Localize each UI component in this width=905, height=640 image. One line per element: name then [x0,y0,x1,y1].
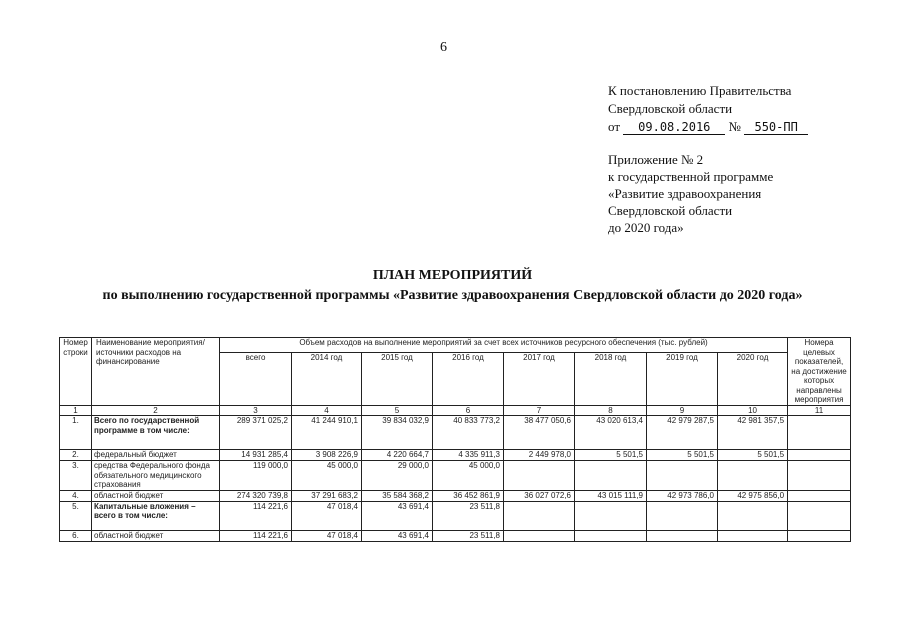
row-value: 5 501,5 [647,450,718,461]
decree-date: 09.08.2016 [623,120,725,135]
appendix-line-5: до 2020 года» [608,220,684,235]
row-number: 2. [60,450,92,461]
table-row [60,490,851,501]
column-index: 8 [575,405,647,416]
column-index: 4 [292,405,362,416]
header-year: 2017 год [504,352,575,405]
row-value: 274 320 739,8 [220,490,292,501]
row-value: 45 000,0 [292,461,362,491]
table-row [60,461,851,491]
row-value [575,461,647,491]
row-value: 43 691,4 [362,530,433,541]
row-value: 43 691,4 [362,501,433,530]
row-indicators [788,450,851,461]
header-year: всего [220,352,292,405]
row-value: 4 220 664,7 [362,450,433,461]
row-value: 47 018,4 [292,530,362,541]
column-index-row [60,405,851,416]
table-row [60,501,851,530]
row-name: областной бюджет [92,490,220,501]
row-value: 41 244 910,1 [292,416,362,450]
column-index: 5 [362,405,433,416]
row-value: 29 000,0 [362,461,433,491]
row-value: 114 221,6 [220,530,292,541]
column-index: 6 [433,405,504,416]
decree-number-label: № [728,119,741,134]
row-number: 3. [60,461,92,491]
decree-line-1: К постановлению Правительства [608,83,792,98]
row-value: 36 452 861,9 [433,490,504,501]
decree-line-2: Свердловской области [608,101,733,116]
row-value: 23 511,8 [433,530,504,541]
decree-from-label: от [608,119,621,134]
row-value: 5 501,5 [575,450,647,461]
row-value [647,530,718,541]
row-value: 2 449 978,0 [504,450,575,461]
column-index: 11 [788,405,851,416]
row-value: 289 371 025,2 [220,416,292,450]
row-number: 5. [60,501,92,530]
row-value: 35 584 368,2 [362,490,433,501]
row-indicators [788,461,851,491]
appendix-line-3: «Развитие здравоохранения [608,186,762,201]
decree-reference [608,82,808,136]
row-indicators [788,490,851,501]
column-index: 2 [92,405,220,416]
row-value: 37 291 683,2 [292,490,362,501]
column-index: 10 [718,405,788,416]
document-subtitle: по выполнению государственной программы «Развитие здравоохранения Свердловской области до 2020 года» [102,288,803,303]
row-name: Капитальные вложения – всего в том числе: [92,501,220,530]
header-year: 2016 год [433,352,504,405]
row-name: Всего по государственной программе в том числе: [92,416,220,450]
row-value: 43 020 613,4 [575,416,647,450]
column-index: 9 [647,405,718,416]
table-row [60,416,851,450]
header-year: 2020 год [718,352,788,405]
document-title: ПЛАН МЕРОПРИЯТИЙ [372,268,533,283]
row-value: 3 908 226,9 [292,450,362,461]
row-value [718,530,788,541]
header-volume: Объем расходов на выполнение мероприятий за счет всех источников ресурсного обеспечения (тыс. рублей) [220,338,788,353]
row-value [575,530,647,541]
appendix-line-4: Свердловской области [608,203,733,218]
appendix-line-2: к государственной программе [608,169,774,184]
page-number: 6 [440,40,447,55]
row-value [504,461,575,491]
row-name: областной бюджет [92,530,220,541]
header-row-no: Номер строки [60,338,92,406]
row-value: 5 501,5 [718,450,788,461]
table-row [60,530,851,541]
column-index: 7 [504,405,575,416]
header-year: 2019 год [647,352,718,405]
row-value: 14 931 285,4 [220,450,292,461]
appendix-line-1: Приложение № 2 [608,152,704,167]
row-value [504,530,575,541]
row-value: 47 018,4 [292,501,362,530]
row-value: 40 833 773,2 [433,416,504,450]
row-value [575,501,647,530]
row-value [504,501,575,530]
row-number: 4. [60,490,92,501]
column-index: 1 [60,405,92,416]
header-year: 2015 год [362,352,433,405]
row-name: федеральный бюджет [92,450,220,461]
header-year: 2018 год [575,352,647,405]
row-value: 43 015 111,9 [575,490,647,501]
row-value [647,461,718,491]
row-number: 1. [60,416,92,450]
row-value: 119 000,0 [220,461,292,491]
row-value: 42 975 856,0 [718,490,788,501]
row-value: 45 000,0 [433,461,504,491]
row-value: 114 221,6 [220,501,292,530]
row-value [718,461,788,491]
appendix-reference [608,151,773,236]
row-number: 6. [60,530,92,541]
row-value: 4 335 911,3 [433,450,504,461]
row-value: 38 477 050,6 [504,416,575,450]
row-value: 42 981 357,5 [718,416,788,450]
row-indicators [788,416,851,450]
table-row [60,450,851,461]
header-year: 2014 год [292,352,362,405]
row-value [718,501,788,530]
decree-number: 550-ПП [744,120,808,135]
header-name: Наименование мероприятия/источники расходов на финансирование [92,338,220,406]
row-value: 23 511,8 [433,501,504,530]
row-value: 39 834 032,9 [362,416,433,450]
row-value: 36 027 072,6 [504,490,575,501]
row-value [647,501,718,530]
row-value: 42 979 287,5 [647,416,718,450]
row-name: средства Федерального фонда обязательного медицинского страхования [92,461,220,491]
column-index: 3 [220,405,292,416]
row-value: 42 973 786,0 [647,490,718,501]
plan-table [59,337,851,542]
decree-date-line [608,118,808,136]
row-indicators [788,530,851,541]
row-indicators [788,501,851,530]
header-indicators: Номера целевых показателей, на достижение которых направлены мероприятия [788,338,851,406]
